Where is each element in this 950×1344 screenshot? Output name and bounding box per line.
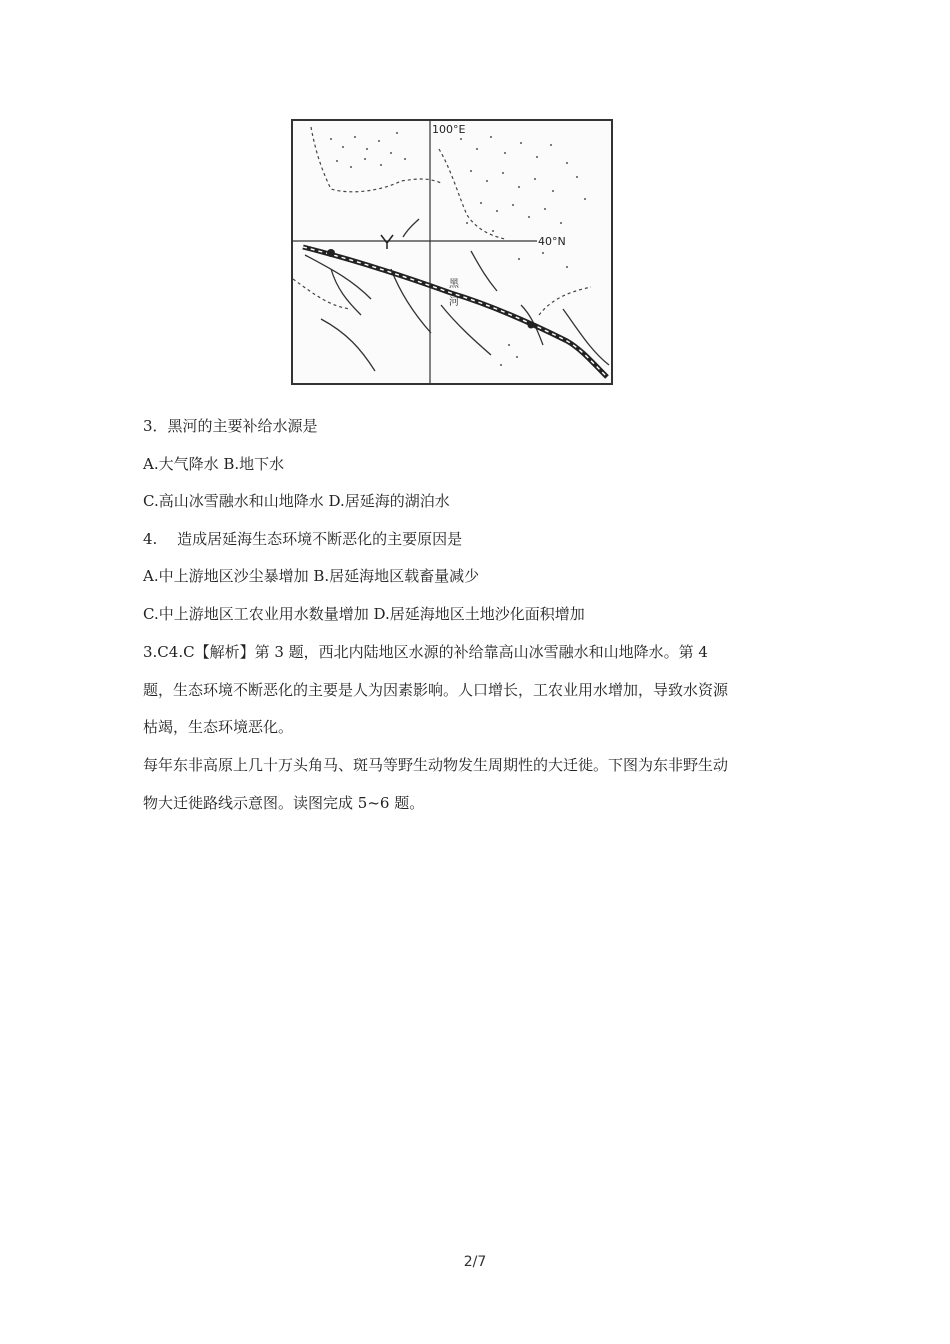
- question-3: 3．黑河的主要补给水源是: [143, 417, 318, 435]
- answer-explanation-3: 枯竭，生态环境恶化。: [143, 718, 294, 736]
- latitude-label: 40°N: [538, 235, 566, 248]
- river-label-char-1: 黑: [449, 279, 459, 290]
- question-4: 4. 造成居延海生态环境不断恶化的主要原因是: [143, 530, 463, 548]
- question-4-options-cd: C.中上游地区工农业用水数量增加 D.居延海地区土地沙化面积增加: [143, 605, 585, 623]
- answer-explanation-1: 3.C4.C【解析】第 3 题，西北内陆地区水源的补给靠高山冰雪融水和山地降水。第 4: [143, 643, 708, 661]
- page-number: 2/7: [463, 1254, 487, 1270]
- intro-paragraph-2: 物大迁徙路线示意图。读图完成 5~6 题。: [143, 794, 425, 812]
- question-3-options-ab: A.大气降水 B.地下水: [143, 455, 285, 473]
- heihe-region-map: [291, 119, 613, 385]
- answer-explanation-2: 题，生态环境不断恶化的主要是人为因素影响。人口增长，工农业用水增加，导致水资源: [143, 681, 729, 699]
- question-4-options-ab: A.中上游地区沙尘暴增加 B.居延海地区载畜量减少: [143, 567, 480, 585]
- intro-paragraph-1: 每年东非高原上几十万头角马、斑马等野生动物发生周期性的大迁徙。下图为东非野生动: [143, 756, 729, 774]
- question-3-options-cd: C.高山冰雪融水和山地降水 D.居延海的湖泊水: [143, 492, 450, 510]
- longitude-label: 100°E: [432, 123, 466, 136]
- river-label-char-2: 河: [449, 297, 459, 308]
